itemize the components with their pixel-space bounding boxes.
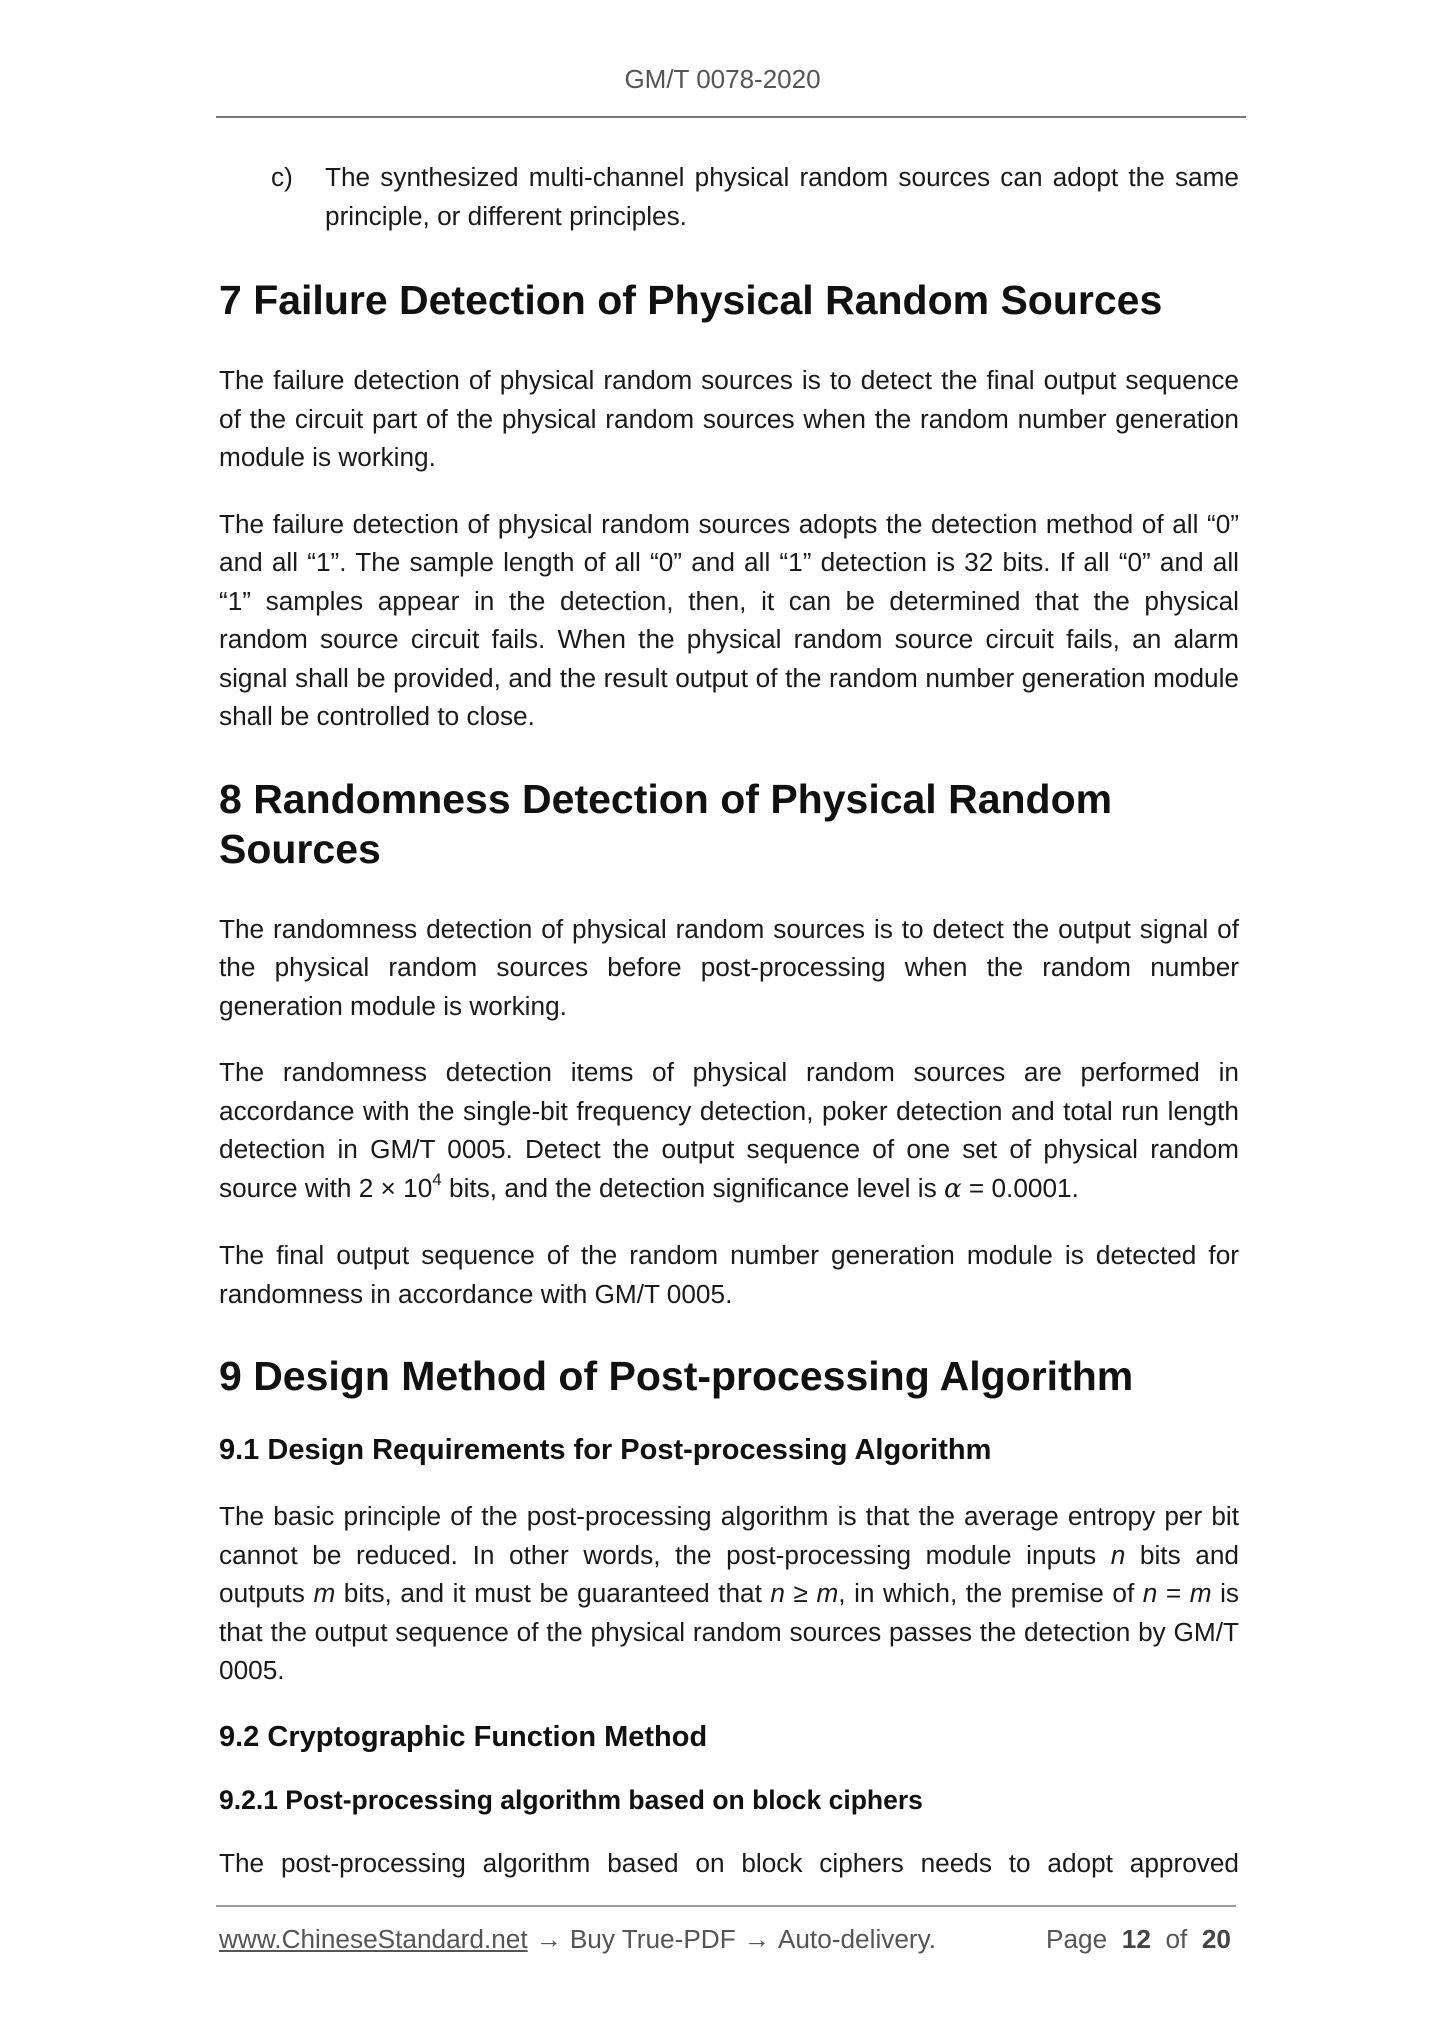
exponent: 4 [432, 1169, 442, 1189]
site-link[interactable]: www.ChineseStandard.net [219, 1924, 528, 1954]
auto-delivery-text: Auto-delivery. [777, 1924, 937, 1954]
page-header-doc-id: GM/T 0078-2020 [624, 64, 821, 94]
subsection-9-1-heading: 9.1 Design Requirements for Post-processing Algorithm [219, 1434, 992, 1466]
section-9-heading: 9 Design Method of Post-processing Algorithm [219, 1353, 1134, 1399]
subsection-9-2-1-heading: 9.2.1 Post-processing algorithm based on block ciphers [219, 1784, 923, 1815]
buy-pdf-text: Buy True-PDF [569, 1924, 736, 1954]
alpha-symbol: α [943, 1173, 962, 1204]
footer-divider [216, 1905, 1236, 1907]
list-item-c [219, 158, 1239, 235]
section-7-paragraph-2: The failure detection of physical random sources adopts the detection method of all “0” and all “1”. The sample length of all “0” and all “1” detection is 32 bits. If all “0” and all “1” samples appear in the detection, then, it can be determined that the physical random source circuit fails. When the physical random source circuit fails, an alarm signal shall be provided, and the result output of the random number generation module shall be controlled to close. [219, 508, 1239, 731]
page-content [219, 158, 1239, 1882]
section-8-heading: 8 Randomness Detection of Physical Random Sources [219, 775, 1113, 872]
total-pages: 20 [1201, 1924, 1231, 1954]
section-7-paragraph-1: The failure detection of physical random sources is to detect the final output sequence of the circuit part of the physical random sources when the random number generation module is working. [219, 365, 1239, 472]
list-marker: c) [271, 162, 293, 192]
page-number: Page 12 of 20 [1046, 1924, 1231, 1954]
arrow-right-icon: → [743, 1924, 770, 1954]
footer-promo [219, 1924, 936, 1955]
subsection-9-1-paragraph: The basic principle of the post-processing algorithm is that the average entropy per bit cannot be reduced. In other words, the post-processing module inputs n bits and outputs m bits, and it must be guaranteed that n ≥ m, in which, the premise of n = m is that the output sequence of the physical random sources passes the detection by GM/T 0005. [219, 1501, 1239, 1685]
arrow-right-icon: → [535, 1924, 562, 1954]
section-8-paragraph-1: The randomness detection of physical random sources is to detect the output signal of the physical random sources before post-processing when the random number generation module is working. [219, 913, 1239, 1021]
subsection-9-2-1-paragraph: The post-processing algorithm based on block ciphers needs to adopt approved [219, 1847, 1239, 1878]
section-8-paragraph-3: The final output sequence of the random number generation module is detected for randomness in accordance with GM/T 0005. [219, 1240, 1239, 1309]
section-8-paragraph-2: The randomness detection items of physical random sources are performed in accordance with the single-bit frequency detection, poker detection and total run length detection in GM/T 0005. Detect the output sequence of one set of physical random source with $2 \times 10^4$ bits, and the detection significance level is α = 0.0001. [219, 1057, 1239, 1204]
section-7-heading: 7 Failure Detection of Physical Random Sources [219, 277, 1163, 323]
header-divider [216, 116, 1246, 118]
subsection-9-2-heading: 9.2 Cryptographic Function Method [219, 1720, 708, 1753]
list-item-text: The synthesized multi-channel physical random sources can adopt the same principle, or different principles. [325, 162, 1239, 231]
current-page: 12 [1121, 1924, 1151, 1954]
page-footer [219, 1924, 1231, 1955]
